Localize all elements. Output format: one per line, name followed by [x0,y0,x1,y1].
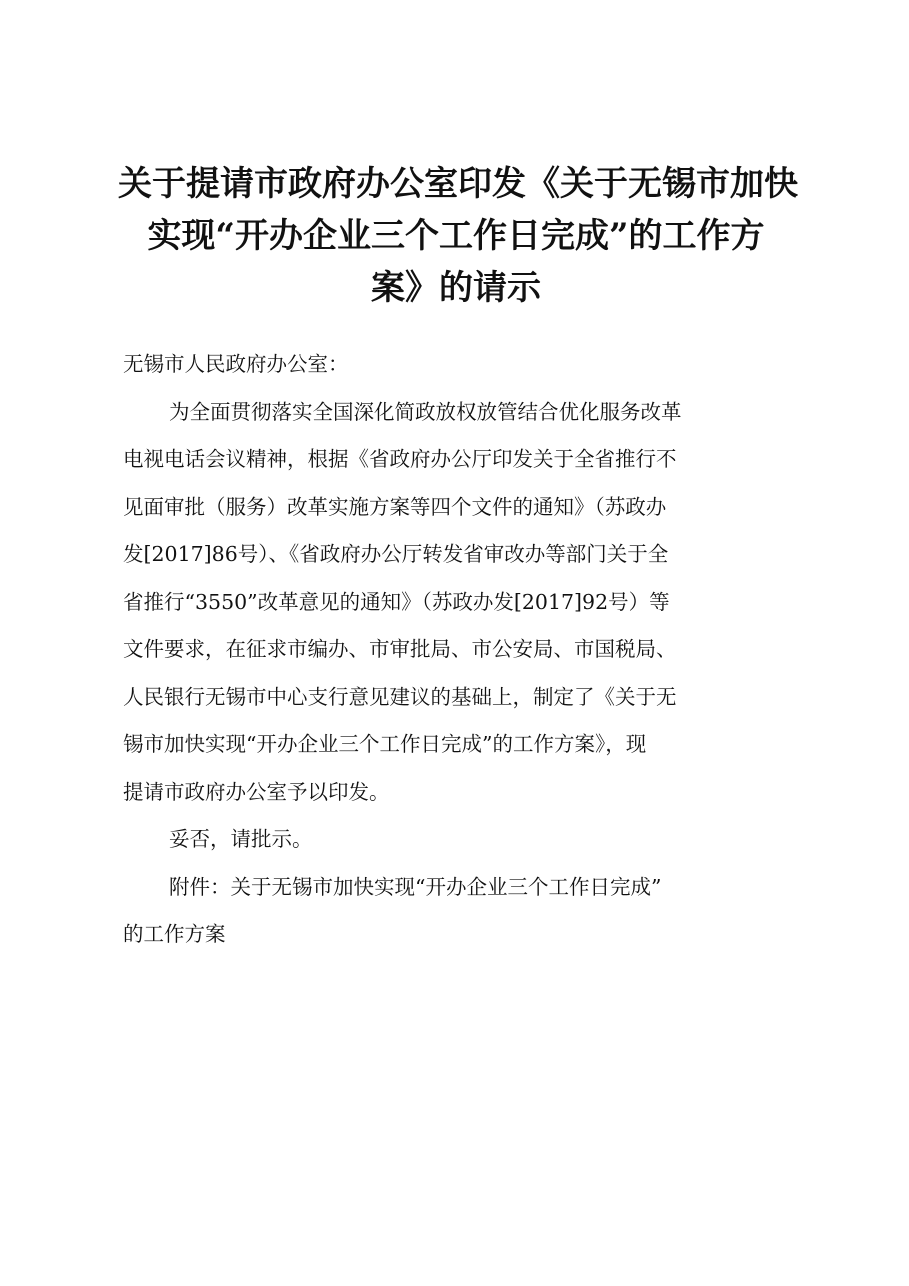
document-body [123,341,798,959]
body-line-2: 电视电话会议精神，根据《省政府办公厅印发关于全省推行不 [123,447,677,471]
body-line-6: 文件要求，在征求市编办、市审批局、市公安局、市国税局、 [123,637,677,661]
body-line-9: 提请市政府办公室予以印发。 [123,779,390,804]
body-line-8: 锡市加快实现“开办企业三个工作日完成”的工作方案》，现 [123,732,647,756]
attachment-line-2: 的工作方案 [123,922,226,946]
body-line-5: 省推行“3550”改革意见的通知》（苏政办发[2017]92号）等 [123,589,670,614]
title-line-3: 案》的请示 [371,268,541,308]
salutation: 无锡市人民政府办公室： [123,352,349,376]
title-line-1: 关于提请市政府办公室印发《关于无锡市加快 [118,164,798,204]
document-title [118,158,798,314]
body-line-4: 发[2017]86号）、《省政府办公厅转发省审改办等部门关于全 [123,542,669,566]
attachment-line-1: 附件：关于无锡市加快实现“开办企业三个工作日完成” [169,874,662,899]
body-line-7: 人民银行无锡市中心支行意见建议的基础上，制定了《关于无 [123,684,677,709]
body-line-3: 见面审批（服务）改革实施方案等四个文件的通知》（苏政办 [123,494,667,519]
title-line-2: 实现“开办企业三个工作日完成”的工作方 [147,216,765,256]
body-line-1: 为全面贯彻落实全国深化简政放权放管结合优化服务改革 [169,399,682,424]
request-line: 妥否，请批示。 [169,827,313,851]
